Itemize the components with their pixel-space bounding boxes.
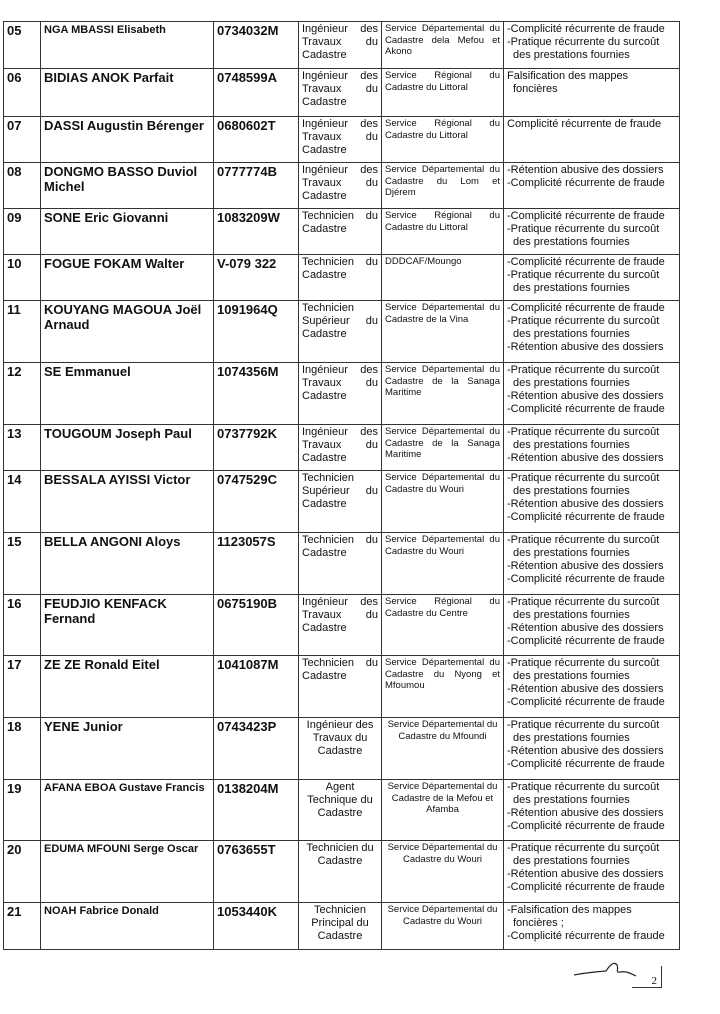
- agent-name: FEUDJIO KENFACK Fernand: [41, 595, 214, 656]
- service: Service Départemental du Cadastre de la Sanaga Maritime: [382, 425, 504, 471]
- table-row: [4, 903, 680, 950]
- agent-name: SONE Eric Giovanni: [41, 209, 214, 255]
- row-number: 21: [4, 903, 41, 950]
- table-row: [4, 209, 680, 255]
- motifs-cell: [504, 718, 680, 780]
- row-number: 18: [4, 718, 41, 780]
- matricule: 0138204M: [214, 780, 299, 841]
- agent-name: EDUMA MFOUNI Serge Oscar: [41, 841, 214, 903]
- motif-line: foncières ;: [513, 917, 564, 929]
- row-number: 09: [4, 209, 41, 255]
- agent-name: DASSI Augustin Bérenger: [41, 117, 214, 163]
- matricule: 0747529C: [214, 471, 299, 533]
- grade: Ingénieur des Travaux du Cadastre: [299, 425, 382, 471]
- table-row: [4, 595, 680, 656]
- matricule: 0743423P: [214, 718, 299, 780]
- row-number: 13: [4, 425, 41, 471]
- motifs-cell: [504, 117, 680, 163]
- motif-line: des prestations fournies: [513, 547, 630, 559]
- motifs-cell: [504, 903, 680, 950]
- row-number: 20: [4, 841, 41, 903]
- row-number: 08: [4, 163, 41, 209]
- motif-line: foncières: [513, 83, 558, 95]
- motif-line: -Rétention abusive des dossiers: [507, 560, 664, 572]
- matricule: 0734032M: [214, 22, 299, 69]
- table-row: [4, 69, 680, 117]
- motif-line: -Rétention abusive des dossiers: [507, 868, 664, 880]
- row-number: 16: [4, 595, 41, 656]
- table-row: [4, 656, 680, 718]
- motif-line: des prestations fournies: [513, 485, 630, 497]
- service: Service Départemental du Cadastre de la Mefou et Afamba: [382, 780, 504, 841]
- motif-line: -Complicité récurrente de fraude: [507, 696, 665, 708]
- grade: Ingénieur des Travaux du Cadastre: [299, 117, 382, 163]
- motif-line: Complicité récurrente de fraude: [507, 118, 662, 130]
- matricule: 1041087M: [214, 656, 299, 718]
- matricule: 1074356M: [214, 363, 299, 425]
- grade: Technicien Principal du Cadastre: [299, 903, 382, 950]
- motifs-cell: [504, 363, 680, 425]
- agent-name: ZE ZE Ronald Eitel: [41, 656, 214, 718]
- agent-name: NOAH Fabrice Donald: [41, 903, 214, 950]
- sanctions-table: [3, 21, 680, 950]
- motif-line: -Rétention abusive des dossiers: [507, 745, 664, 757]
- service: Service Départemental du Cadastre dela Mefou et Akono: [382, 22, 504, 69]
- motif-line: des prestations fournies: [513, 49, 630, 61]
- grade: Technicien du Cadastre: [299, 656, 382, 718]
- agent-name: FOGUE FOKAM Walter: [41, 255, 214, 301]
- table-body: [4, 22, 680, 950]
- motifs-cell: [504, 780, 680, 841]
- row-number: 11: [4, 301, 41, 363]
- motif-line: -Pratique récurrente du surcoût: [507, 596, 660, 608]
- motif-line: -Falsification des mappes: [507, 904, 632, 916]
- grade: Ingénieur des Travaux du Cadastre: [299, 718, 382, 780]
- motif-line: -Pratique récurrente du surçoût: [507, 842, 660, 854]
- agent-name: KOUYANG MAGOUA Joël Arnaud: [41, 301, 214, 363]
- motif-line: -Rétention abusive des dossiers: [507, 452, 664, 464]
- agent-name: SE Emmanuel: [41, 363, 214, 425]
- motifs-cell: [504, 595, 680, 656]
- motifs-cell: [504, 22, 680, 69]
- motifs-cell: [504, 471, 680, 533]
- motif-line: -Pratique récurrente du surcoût: [507, 223, 660, 235]
- motif-line: -Pratique récurrente du surcoût: [507, 426, 660, 438]
- motif-line: -Complicité récurrente de fraude: [507, 930, 665, 942]
- motifs-cell: [504, 533, 680, 595]
- motifs-cell: [504, 656, 680, 718]
- table-row: [4, 255, 680, 301]
- agent-name: BIDIAS ANOK Parfait: [41, 69, 214, 117]
- motif-line: des prestations fournies: [513, 328, 630, 340]
- motif-line: -Complicité récurrente de fraude: [507, 635, 665, 647]
- grade: Ingénieur des Travaux du Cadastre: [299, 22, 382, 69]
- matricule: 1083209W: [214, 209, 299, 255]
- motif-line: -Rétention abusive des dossiers: [507, 498, 664, 510]
- motif-line: -Rétention abusive des dossiers: [507, 164, 664, 176]
- service: Service Régional du Cadastre du Littoral: [382, 209, 504, 255]
- motif-line: -Complicité récurrente de fraude: [507, 177, 665, 189]
- grade: Ingénieur des Travaux du Cadastre: [299, 69, 382, 117]
- motif-line: des prestations fournies: [513, 670, 630, 682]
- motif-line: -Complicité récurrente de fraude: [507, 511, 665, 523]
- motifs-cell: [504, 209, 680, 255]
- motif-line: -Pratique récurrente du surcoût: [507, 781, 660, 793]
- matricule: 0777774B: [214, 163, 299, 209]
- service: Service Départemental du Cadastre du Wouri: [382, 841, 504, 903]
- table-row: [4, 163, 680, 209]
- agent-name: TOUGOUM Joseph Paul: [41, 425, 214, 471]
- motif-line: des prestations fournies: [513, 855, 630, 867]
- signature-mark: [570, 955, 640, 981]
- row-number: 10: [4, 255, 41, 301]
- motif-line: des prestations fournies: [513, 732, 630, 744]
- agent-name: YENE Junior: [41, 718, 214, 780]
- service: Service Départemental du Cadastre du Wouri: [382, 533, 504, 595]
- motif-line: Falsification des mappes: [507, 70, 629, 82]
- row-number: 19: [4, 780, 41, 841]
- grade: Ingénieur des Travaux du Cadastre: [299, 363, 382, 425]
- motifs-cell: [504, 255, 680, 301]
- matricule: 1053440K: [214, 903, 299, 950]
- motif-line: -Pratique récurrente du surcoût: [507, 36, 660, 48]
- matricule: 0675190B: [214, 595, 299, 656]
- grade: Ingénieur des Travaux du Cadastre: [299, 595, 382, 656]
- grade: Technicien du Cadastre: [299, 255, 382, 301]
- service: Service Départemental du Cadastre de la Vina: [382, 301, 504, 363]
- grade: Technicien du Cadastre: [299, 209, 382, 255]
- row-number: 12: [4, 363, 41, 425]
- matricule: V-079 322: [214, 255, 299, 301]
- table-row: [4, 471, 680, 533]
- service: Service Départemental du Cadastre de la Sanaga Maritime: [382, 363, 504, 425]
- table-row: [4, 425, 680, 471]
- motif-line: -Complicité récurrente de fraude: [507, 302, 665, 314]
- agent-name: DONGMO BASSO Duviol Michel: [41, 163, 214, 209]
- motif-line: -Rétention abusive des dossiers: [507, 622, 664, 634]
- table-row: [4, 117, 680, 163]
- motif-line: des prestations fournies: [513, 439, 630, 451]
- service: Service Départemental du Cadastre du Wouri: [382, 471, 504, 533]
- motif-line: -Complicité récurrente de fraude: [507, 758, 665, 770]
- row-number: 14: [4, 471, 41, 533]
- motif-line: -Pratique récurrente du surcoût: [507, 657, 660, 669]
- motif-line: -Rétention abusive des dossiers: [507, 390, 664, 402]
- motif-line: des prestations fournies: [513, 282, 630, 294]
- motif-line: -Pratique récurrente du surcoût: [507, 364, 660, 376]
- table-row: [4, 718, 680, 780]
- matricule: 0748599A: [214, 69, 299, 117]
- motif-line: -Pratique récurrente du surcoût: [507, 269, 660, 281]
- table-row: [4, 363, 680, 425]
- table-row: [4, 301, 680, 363]
- motif-line: des prestations fournies: [513, 609, 630, 621]
- service: Service Départemental du Cadastre du Nyong et Mfoumou: [382, 656, 504, 718]
- table-row: [4, 22, 680, 69]
- service: Service Régional du Cadastre du Centre: [382, 595, 504, 656]
- agent-name: BESSALA AYISSI Victor: [41, 471, 214, 533]
- service: Service Régional du Cadastre du Littoral: [382, 69, 504, 117]
- row-number: 17: [4, 656, 41, 718]
- motif-line: des prestations fournies: [513, 236, 630, 248]
- service: DDDCAF/Moungo: [382, 255, 504, 301]
- grade: Ingénieur des Travaux du Cadastre: [299, 163, 382, 209]
- agent-name: BELLA ANGONI Aloys: [41, 533, 214, 595]
- row-number: 15: [4, 533, 41, 595]
- service: Service Départemental du Cadastre du Wouri: [382, 903, 504, 950]
- page-number: 2: [632, 966, 662, 988]
- motif-line: -Pratique récurrente du surcoût: [507, 472, 660, 484]
- matricule: 0763655T: [214, 841, 299, 903]
- row-number: 07: [4, 117, 41, 163]
- agent-name: NGA MBASSI Elisabeth: [41, 22, 214, 69]
- service: Service Régional du Cadastre du Littoral: [382, 117, 504, 163]
- motifs-cell: [504, 163, 680, 209]
- motif-line: -Complicité récurrente de fraude: [507, 23, 665, 35]
- motif-line: -Complicité récurrente de fraude: [507, 210, 665, 222]
- matricule: 0737792K: [214, 425, 299, 471]
- row-number: 06: [4, 69, 41, 117]
- service: Service Départemental du Cadastre du Lom et Djérem: [382, 163, 504, 209]
- motif-line: -Complicité récurrente de fraude: [507, 403, 665, 415]
- motif-line: -Rétention abusive des dossiers: [507, 341, 664, 353]
- grade: Technicien Supérieur du Cadastre: [299, 301, 382, 363]
- motif-line: -Rétention abusive des dossiers: [507, 683, 664, 695]
- motif-line: des prestations fournies: [513, 794, 630, 806]
- grade: Agent Technique du Cadastre: [299, 780, 382, 841]
- service: Service Départemental du Cadastre du Mfoundi: [382, 718, 504, 780]
- grade: Technicien du Cadastre: [299, 533, 382, 595]
- motif-line: -Pratique récurrente du surcoût: [507, 719, 660, 731]
- matricule: 1091964Q: [214, 301, 299, 363]
- table-row: [4, 841, 680, 903]
- motif-line: -Rétention abusive des dossiers: [507, 807, 664, 819]
- matricule: 0680602T: [214, 117, 299, 163]
- motifs-cell: [504, 425, 680, 471]
- motif-line: -Pratique récurrente du surcoût: [507, 315, 660, 327]
- grade: Technicien du Cadastre: [299, 841, 382, 903]
- motif-line: -Complicité récurrente de fraude: [507, 820, 665, 832]
- matricule: 1123057S: [214, 533, 299, 595]
- motif-line: -Complicité récurrente de fraude: [507, 256, 665, 268]
- motif-line: -Complicité récurrente de fraude: [507, 881, 665, 893]
- motif-line: -Pratique récurrente du surcoût: [507, 534, 660, 546]
- agent-name: AFANA EBOA Gustave Francis: [41, 780, 214, 841]
- grade: Technicien Supérieur du Cadastre: [299, 471, 382, 533]
- motifs-cell: [504, 69, 680, 117]
- motifs-cell: [504, 301, 680, 363]
- table-row: [4, 780, 680, 841]
- row-number: 05: [4, 22, 41, 69]
- motif-line: des prestations fournies: [513, 377, 630, 389]
- motif-line: -Complicité récurrente de fraude: [507, 573, 665, 585]
- motifs-cell: [504, 841, 680, 903]
- table-row: [4, 533, 680, 595]
